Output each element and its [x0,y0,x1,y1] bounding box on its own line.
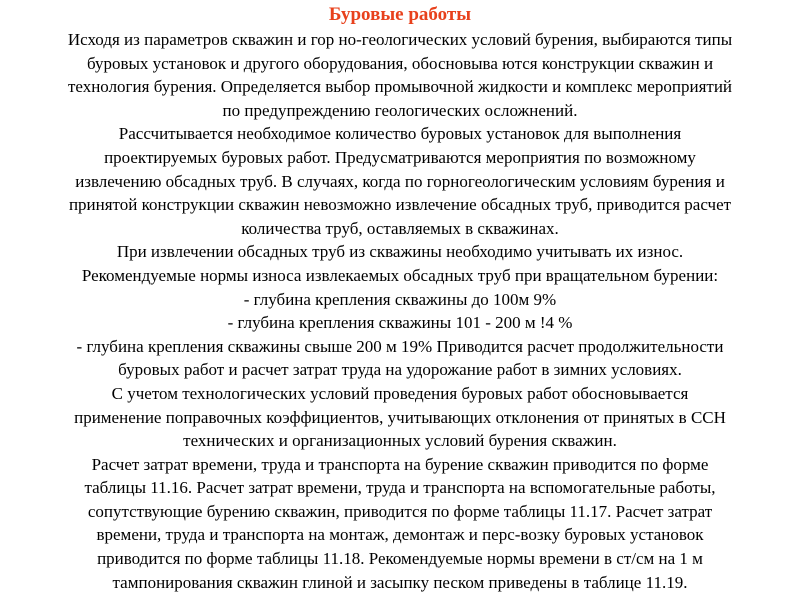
body-line: При извлечении обсадных труб из скважины необходимо учитывать их износ. [116,242,684,262]
body-line: сопутствующие бурению скважин, приводится по форме таблицы 11.17. Расчет затрат [87,501,713,521]
slide-body-text [6,28,794,594]
body-line: - глубина крепления скважины 101 - 200 м !4 % [227,313,573,333]
body-line: приводится по форме таблицы 11.18. Рекомендуемые нормы времени в ст/см на 1 м [97,549,703,569]
slide-title: Буровые работы [328,4,472,25]
body-line: технических и организационных условий бурения скважин. [183,431,617,451]
body-line: Рекомендуемые нормы износа извлекаемых обсадных труб при вращательном бурении: [81,265,719,285]
body-line: принятой конструкции скважин невозможно извлечение обсадных труб, приводится расчет [68,195,732,215]
body-line: Рассчитывается необходимое количество буровых установок для выполнения [118,124,682,144]
body-line: извлечению обсадных труб. В случаях, когда по горногеологическим условиям бурения и [75,171,725,191]
body-line: С учетом технологических условий проведения буровых работ обосновывается [111,383,689,403]
body-line: буровых установок и другого оборудования, обосновыва ются конструкции скважин и [86,53,714,73]
body-line: - глубина крепления скважины свыше 200 м 19% Приводится расчет продолжительности [76,336,724,356]
body-line: количества труб, оставляемых в скважинах. [241,218,559,238]
body-line: буровых работ и расчет затрат труда на удорожание работ в зимних условиях. [118,360,682,380]
body-line: по предупреждению геологических осложнений. [222,100,578,120]
body-line: Расчет затрат времени, труда и транспорта на бурение скважин приводится по форме [91,454,709,474]
body-line: применение поправочных коэффициентов, учитывающих отклонения от принятых в ССН [74,407,726,427]
body-line: тампонирования скважин глиной и засыпку песком приведены в таблице 11.19. [112,572,688,592]
body-line: Исходя из параметров скважин и гор но-геологических условий бурения, выбираются типы [67,30,733,49]
body-line: - глубина крепления скважины до 100м 9% [243,289,557,309]
body-line: времени, труда и транспорта на монтаж, демонтаж и перс-возку буровых установок [96,525,704,545]
body-line: технология бурения. Определяется выбор промывочной жидкости и комплекс мероприятий [67,77,733,97]
body-line: проектируемых буровых работ. Предусматриваются мероприятия по возможному [104,147,696,167]
body-line: таблицы 11.16. Расчет затрат времени, труда и транспорта на вспомогательные работы, [84,478,716,498]
